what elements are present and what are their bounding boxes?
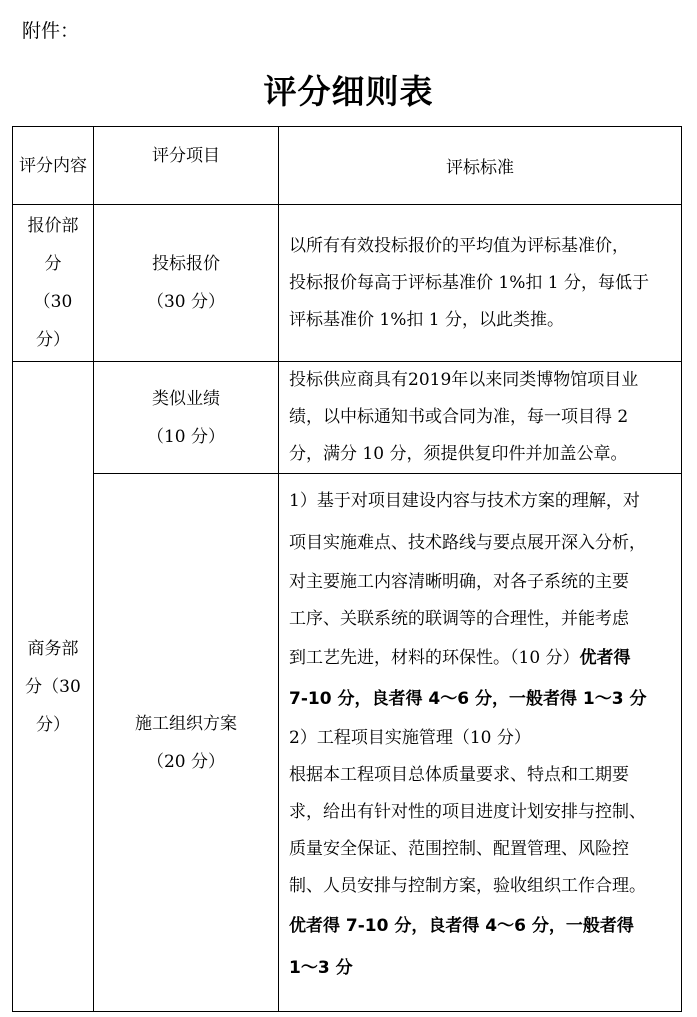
criteria-line: 分，满分 10 分，须提供复印件并加盖公章。: [289, 444, 628, 464]
section-text: 商务部: [27, 638, 79, 659]
criteria-text: 到工艺先进，材料的环保性。（10 分）: [289, 648, 580, 668]
header-label: 评标标准: [446, 158, 514, 178]
table-row: [13, 362, 682, 474]
criteria-construction-plan: [279, 474, 682, 1012]
criteria-bold-line: 优者得 7-10 分，良者得 4～6 分，一般者得: [289, 916, 634, 936]
table-row: [13, 474, 682, 1012]
scoring-table: [12, 126, 682, 1012]
header-label: 评分项目: [152, 146, 220, 166]
criteria-line: 质量安全保证、范围控制、配置管理、风险控: [289, 839, 629, 859]
criteria-line: 根据本工程项目总体质量要求、特点和工期要: [289, 765, 629, 785]
criteria-bold-line: 7-10 分，良者得 4～6 分，一般者得 1～3 分: [289, 689, 647, 709]
item-name: 类似业绩: [152, 388, 220, 409]
section-price: [13, 205, 94, 362]
table-header-row: [13, 127, 682, 205]
criteria-bid-price: [279, 205, 682, 362]
header-scoring-content: [13, 127, 94, 205]
criteria-line: [289, 638, 673, 678]
header-label: 评分内容: [19, 155, 87, 176]
criteria-line: 工序、关联系统的联调等的合理性，并能考虑: [289, 609, 629, 629]
section-text: 分: [44, 254, 62, 274]
item-name: 投标报价: [152, 254, 220, 274]
section-text: 报价部: [27, 216, 79, 236]
item-score: （20 分）: [146, 751, 226, 772]
item-score: （30 分）: [146, 292, 226, 312]
page-title: 评分细则表: [263, 72, 434, 111]
item-bid-price: [94, 205, 279, 362]
table-row: [13, 205, 682, 362]
section-business: [13, 362, 94, 1012]
section-text: （30: [33, 292, 73, 312]
item-score: （10 分）: [146, 426, 226, 447]
criteria-line: 投标报价每高于评标基准价 1%扣 1 分，每低于: [289, 272, 649, 293]
criteria-line: 制、人员安排与控制方案，验收组织工作合理。: [289, 876, 646, 896]
attachment-label: 附件：: [22, 20, 80, 42]
criteria-line: 项目实施难点、技术路线与要点展开深入分析，: [289, 533, 646, 553]
criteria-line: 对主要施工内容清晰明确，对各子系统的主要: [289, 572, 629, 592]
item-construction-plan: [94, 474, 279, 1012]
item-similar-performance: [94, 362, 279, 474]
criteria-bold-text: 优者得: [579, 648, 631, 668]
section-text: 分）: [36, 330, 70, 350]
criteria-bold-line: 1～3 分: [289, 958, 353, 978]
criteria-line: 求，给出有针对性的项目进度计划安排与控制、: [289, 802, 646, 822]
criteria-line: 1）基于对项目建设内容与技术方案的理解，对: [289, 491, 640, 511]
criteria-line: 绩，以中标通知书或合同为准，每一项目得 2: [289, 407, 629, 427]
criteria-line: 以所有有效投标报价的平均值为评标基准价，: [289, 235, 629, 256]
header-scoring-item: [94, 127, 279, 205]
criteria-subtitle: 2）工程项目实施管理（10 分）: [289, 728, 531, 748]
criteria-similar-performance: [279, 362, 682, 474]
item-name: 施工组织方案: [135, 713, 237, 734]
section-text: 分（30: [25, 676, 81, 697]
criteria-line: 评标基准价 1%扣 1 分，以此类推。: [289, 309, 564, 330]
header-criteria: [279, 127, 682, 205]
criteria-line: 投标供应商具有2019年以来同类博物馆项目业: [289, 370, 639, 390]
section-text: 分）: [36, 714, 70, 735]
